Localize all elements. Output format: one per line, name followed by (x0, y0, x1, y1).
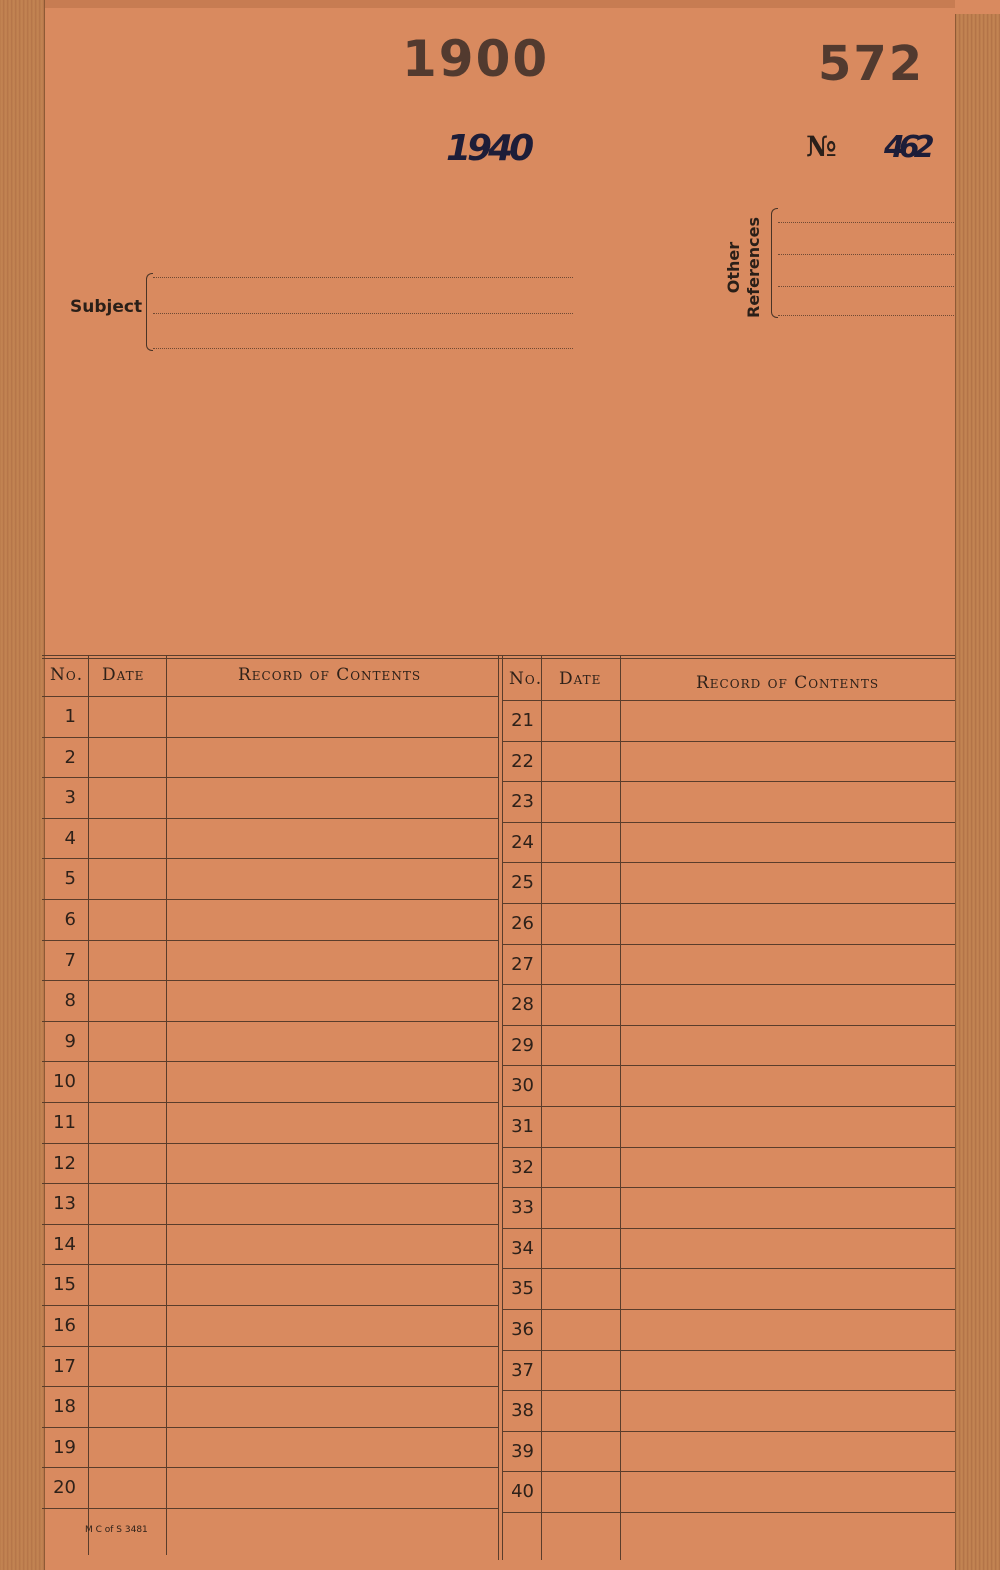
header-rule (502, 700, 955, 701)
row-number: 30 (511, 1075, 534, 1097)
row-number: 5 (64, 868, 76, 890)
table-row[interactable] (502, 1390, 955, 1391)
table-row[interactable] (42, 777, 498, 778)
row-number: 13 (53, 1193, 76, 1215)
left-contents-header: Record of Contents (238, 665, 422, 685)
row-number: 37 (511, 1359, 534, 1381)
table-row[interactable] (42, 1061, 498, 1062)
right-no-divider (541, 655, 542, 1560)
table-row[interactable] (42, 1102, 498, 1103)
table-row[interactable] (502, 1309, 955, 1310)
subject-line[interactable] (153, 277, 573, 278)
table-row[interactable] (502, 781, 955, 782)
row-number: 28 (511, 994, 534, 1016)
stamped-file-number: 572 (818, 36, 925, 92)
table-row[interactable] (502, 1350, 955, 1351)
header-rule (42, 696, 498, 697)
table-row[interactable] (42, 1386, 498, 1387)
table-row[interactable] (42, 899, 498, 900)
row-number: 12 (53, 1152, 76, 1174)
table-row[interactable] (502, 1187, 955, 1188)
table-row[interactable] (42, 737, 498, 738)
right-contents-header: Record of Contents (696, 673, 880, 693)
row-number: 39 (511, 1440, 534, 1462)
row-number: 3 (64, 787, 76, 809)
row-number: 24 (511, 831, 534, 853)
table-row[interactable] (502, 1228, 955, 1229)
other-references-brace (771, 208, 778, 318)
table-row[interactable] (502, 1512, 955, 1513)
right-date-divider (620, 655, 621, 1560)
row-number: 29 (511, 1034, 534, 1056)
row-number: 16 (53, 1315, 76, 1336)
right-binding-strip (955, 14, 1000, 1570)
row-number: 14 (53, 1233, 76, 1255)
right-date-header: Date (559, 669, 602, 689)
subject-line[interactable] (153, 348, 573, 349)
subject-line[interactable] (153, 313, 573, 314)
row-number: 9 (64, 1030, 76, 1052)
table-row[interactable] (42, 1224, 498, 1225)
table-row[interactable] (502, 822, 955, 823)
row-number: 21 (511, 710, 534, 731)
subject-label: Subject (70, 297, 143, 317)
row-number: 25 (511, 872, 534, 894)
table-row[interactable] (42, 1305, 498, 1306)
row-number: 40 (511, 1481, 534, 1503)
other-references-label: Other References (724, 217, 763, 318)
left-date-header: Date (102, 665, 145, 685)
form-code: M C of S 3481 (85, 1525, 148, 1535)
row-number: 7 (64, 949, 76, 971)
table-row[interactable] (42, 1346, 498, 1347)
row-number: 19 (53, 1436, 76, 1458)
row-number: 22 (511, 750, 534, 772)
left-no-header: No. (50, 665, 84, 685)
table-row[interactable] (42, 1467, 498, 1468)
other-references-line[interactable] (778, 315, 954, 316)
table-row[interactable] (502, 1268, 955, 1269)
table-row[interactable] (42, 940, 498, 941)
other-references-line[interactable] (778, 222, 954, 223)
record-ledger (36, 655, 955, 1560)
table-row[interactable] (502, 1431, 955, 1432)
table-row[interactable] (42, 980, 498, 981)
table-row[interactable] (502, 862, 955, 863)
row-number: 11 (53, 1112, 76, 1133)
table-row[interactable] (502, 903, 955, 904)
table-row[interactable] (42, 858, 498, 859)
table-row[interactable] (42, 1264, 498, 1265)
table-row[interactable] (502, 944, 955, 945)
left-no-divider (88, 655, 89, 1555)
handwritten-number: 462 (884, 130, 929, 165)
table-row[interactable] (502, 1147, 955, 1148)
row-number: 38 (511, 1400, 534, 1422)
other-references-line[interactable] (778, 254, 954, 255)
table-row[interactable] (42, 1427, 498, 1428)
row-number: 33 (511, 1197, 534, 1219)
other-references-line[interactable] (778, 286, 954, 287)
row-number: 18 (53, 1396, 76, 1418)
table-row[interactable] (42, 1021, 498, 1022)
row-number: 6 (64, 909, 76, 930)
row-number: 31 (511, 1116, 534, 1137)
subject-brace (146, 273, 153, 351)
table-row[interactable] (42, 1183, 498, 1184)
row-number: 23 (511, 791, 534, 813)
table-row[interactable] (502, 984, 955, 985)
row-number: 17 (53, 1355, 76, 1377)
stamped-year: 1900 (402, 30, 550, 88)
row-number: 8 (64, 990, 76, 1012)
table-row[interactable] (502, 741, 955, 742)
row-number: 27 (511, 953, 534, 975)
row-number: 10 (53, 1071, 76, 1093)
top-edge (44, 0, 955, 8)
row-number: 4 (64, 827, 76, 849)
table-row[interactable] (42, 818, 498, 819)
row-number: 34 (511, 1237, 534, 1259)
row-number: 15 (53, 1274, 76, 1296)
right-no-header: No. (509, 669, 543, 689)
table-row[interactable] (502, 1106, 955, 1107)
table-row[interactable] (502, 1065, 955, 1066)
row-number: 35 (511, 1278, 534, 1300)
table-row[interactable] (502, 1471, 955, 1472)
table-row[interactable] (42, 1143, 498, 1144)
row-number: 26 (511, 913, 534, 934)
handwritten-year: 1940 (446, 128, 531, 169)
table-row[interactable] (502, 1025, 955, 1026)
row-number: 20 (53, 1477, 76, 1499)
row-number: 36 (511, 1319, 534, 1340)
row-number: 1 (64, 706, 76, 727)
left-date-divider (166, 655, 167, 1555)
row-number: 32 (511, 1156, 534, 1178)
row-number: 2 (64, 746, 76, 768)
number-label: № (806, 130, 837, 163)
table-row[interactable] (42, 1508, 498, 1509)
